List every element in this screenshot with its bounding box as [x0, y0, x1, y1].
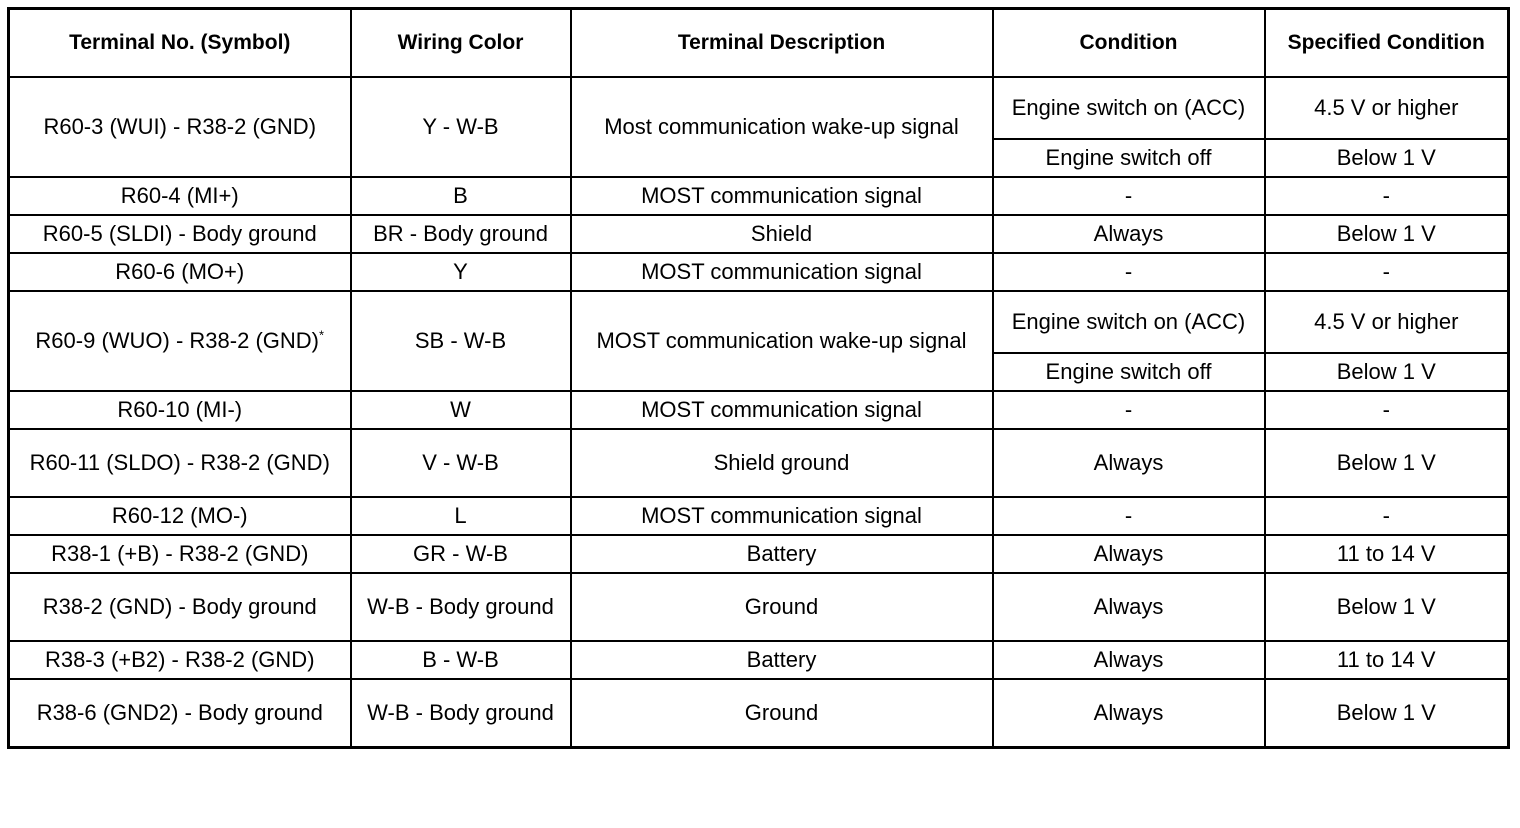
table-row — [9, 535, 1509, 573]
wiring-color-cell: W-B - Body ground — [351, 573, 571, 641]
condition-cell: Always — [993, 679, 1265, 747]
terminal-cell: R60-11 (SLDO) - R38-2 (GND) — [9, 429, 351, 497]
footnote-mark: * — [319, 327, 325, 343]
specified-cell: Below 1 V — [1265, 429, 1509, 497]
condition-cell: Engine switch off — [993, 139, 1265, 177]
wiring-color-cell: V - W-B — [351, 429, 571, 497]
table-row — [9, 641, 1509, 679]
terminal-cell: R38-2 (GND) - Body ground — [9, 573, 351, 641]
condition-cell: Always — [993, 429, 1265, 497]
description-cell: Battery — [571, 641, 993, 679]
condition-cell: Engine switch on (ACC) — [993, 77, 1265, 139]
description-cell: Shield ground — [571, 429, 993, 497]
terminal-cell: R60-10 (MI-) — [9, 391, 351, 429]
condition-cell: - — [993, 253, 1265, 291]
wiring-color-cell: B — [351, 177, 571, 215]
wiring-color-cell: BR - Body ground — [351, 215, 571, 253]
header-row — [9, 9, 1509, 78]
header-condition: Condition — [993, 9, 1265, 78]
terminal-spec-table — [7, 7, 1510, 749]
terminal-cell: R60-3 (WUI) - R38-2 (GND) — [9, 77, 351, 177]
specified-cell: Below 1 V — [1265, 573, 1509, 641]
specified-cell: Below 1 V — [1265, 353, 1509, 391]
description-cell: MOST communication signal — [571, 253, 993, 291]
description-cell: Ground — [571, 573, 993, 641]
table-row — [9, 497, 1509, 535]
specified-cell: 11 to 14 V — [1265, 641, 1509, 679]
description-cell: MOST communication wake-up signal — [571, 291, 993, 391]
specified-cell: 11 to 14 V — [1265, 535, 1509, 573]
terminal-cell: R60-12 (MO-) — [9, 497, 351, 535]
table-row — [9, 429, 1509, 497]
description-cell: Battery — [571, 535, 993, 573]
specified-cell: - — [1265, 253, 1509, 291]
specified-cell: Below 1 V — [1265, 139, 1509, 177]
table-row — [9, 573, 1509, 641]
terminal-text: R60-9 (WUO) - R38-2 (GND) — [35, 328, 319, 353]
wiring-color-cell: Y — [351, 253, 571, 291]
condition-cell: - — [993, 177, 1265, 215]
specified-cell: - — [1265, 391, 1509, 429]
specified-cell: Below 1 V — [1265, 215, 1509, 253]
terminal-cell: R60-4 (MI+) — [9, 177, 351, 215]
wiring-color-cell: W-B - Body ground — [351, 679, 571, 747]
condition-cell: Engine switch on (ACC) — [993, 291, 1265, 353]
condition-cell: - — [993, 497, 1265, 535]
table-row — [9, 215, 1509, 253]
terminal-cell: R38-3 (+B2) - R38-2 (GND) — [9, 641, 351, 679]
header-wiring-color: Wiring Color — [351, 9, 571, 78]
description-cell: MOST communication signal — [571, 391, 993, 429]
specified-cell: 4.5 V or higher — [1265, 77, 1509, 139]
table-row — [9, 253, 1509, 291]
condition-cell: Engine switch off — [993, 353, 1265, 391]
condition-cell: Always — [993, 215, 1265, 253]
specified-cell: Below 1 V — [1265, 679, 1509, 747]
description-cell: Most communication wake-up signal — [571, 77, 993, 177]
specified-cell: 4.5 V or higher — [1265, 291, 1509, 353]
table-row — [9, 679, 1509, 747]
header-terminal-description: Terminal Description — [571, 9, 993, 78]
description-cell: MOST communication signal — [571, 177, 993, 215]
terminal-cell: R60-5 (SLDI) - Body ground — [9, 215, 351, 253]
terminal-cell: R60-6 (MO+) — [9, 253, 351, 291]
header-specified-condition: Specified Condition — [1265, 9, 1509, 78]
wiring-color-cell: Y - W-B — [351, 77, 571, 177]
terminal-cell — [9, 291, 351, 391]
wiring-color-cell: L — [351, 497, 571, 535]
table-row — [9, 291, 1509, 353]
wiring-color-cell: W — [351, 391, 571, 429]
condition-cell: Always — [993, 573, 1265, 641]
description-cell: Shield — [571, 215, 993, 253]
condition-cell: - — [993, 391, 1265, 429]
terminal-cell: R38-6 (GND2) - Body ground — [9, 679, 351, 747]
specified-cell: - — [1265, 177, 1509, 215]
description-cell: Ground — [571, 679, 993, 747]
wiring-color-cell: B - W-B — [351, 641, 571, 679]
header-terminal: Terminal No. (Symbol) — [9, 9, 351, 78]
wiring-color-cell: GR - W-B — [351, 535, 571, 573]
wiring-color-cell: SB - W-B — [351, 291, 571, 391]
condition-cell: Always — [993, 641, 1265, 679]
table-row — [9, 391, 1509, 429]
description-cell: MOST communication signal — [571, 497, 993, 535]
table-row — [9, 77, 1509, 139]
terminal-cell: R38-1 (+B) - R38-2 (GND) — [9, 535, 351, 573]
table-row — [9, 177, 1509, 215]
specified-cell: - — [1265, 497, 1509, 535]
condition-cell: Always — [993, 535, 1265, 573]
